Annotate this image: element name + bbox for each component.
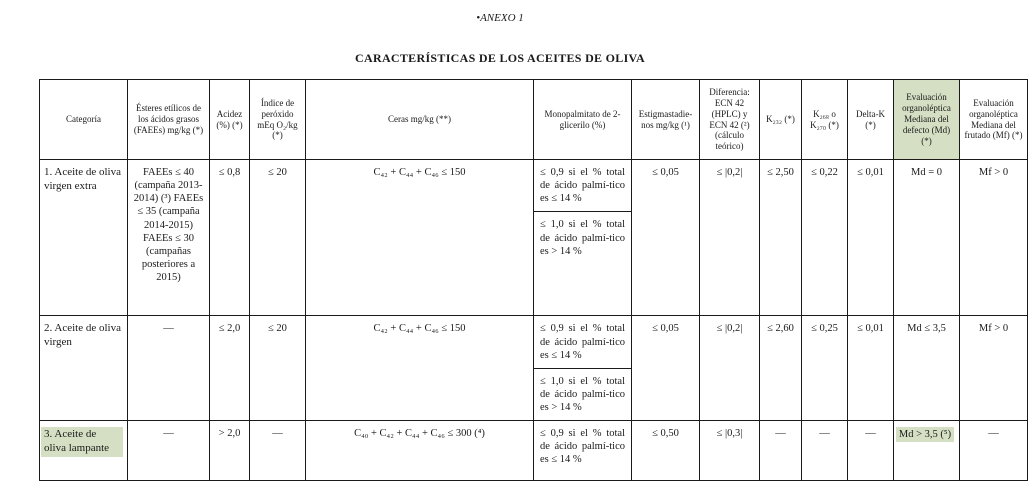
header-estigmastadienos: Estigmastadie-nos mg/kg (¹) (632, 80, 700, 160)
cell-ceras: C₄₀ + C₄₂ + C₄₄ + C₄₆ ≤ 300 (⁴) (306, 421, 534, 481)
cell-md (894, 421, 960, 481)
cell-mf: Mf > 0 (960, 160, 1028, 316)
cell-peroxido: ≤ 20 (250, 160, 306, 316)
cell-ecn: ≤ |0,3| (700, 421, 760, 481)
header-md: Evaluación organoléptica Mediana del defecto (Md) (*) (894, 80, 960, 160)
header-peroxido: Índice de peróxido mEq O₂/kg (*) (250, 80, 306, 160)
cell-mf: — (960, 421, 1028, 481)
cell-md: Md ≤ 3,5 (894, 316, 960, 421)
cell-k268: ≤ 0,22 (802, 160, 848, 316)
cell-peroxido: — (250, 421, 306, 481)
cell-deltak: ≤ 0,01 (848, 160, 894, 316)
header-categoria: Categoría (40, 80, 128, 160)
cell-categoria: 2. Aceite de oliva virgen (40, 316, 128, 421)
cell-categoria: 1. Aceite de oliva virgen extra (40, 160, 128, 316)
olive-oil-characteristics-table (39, 79, 1028, 481)
cell-monopalmitato-a: ≤ 0,9 si el % total de ácido palmí-tico es ≤ 14 % (534, 316, 632, 368)
cell-md: Md = 0 (894, 160, 960, 316)
cell-monopalmitato-a: ≤ 0,9 si el % total de ácido palmí-tico es ≤ 14 % (534, 160, 632, 212)
table-row-extra-virgin (40, 160, 1028, 212)
cell-monopalmitato-b: ≤ 1,0 si el % total de ácido palmí-tico es > 14 % (534, 368, 632, 420)
header-ceras: Ceras mg/kg (**) (306, 80, 534, 160)
highlighted-md: Md > 3,5 (⁵) (896, 427, 954, 442)
cell-faees: — (128, 316, 210, 421)
table-row-lampante (40, 421, 1028, 481)
cell-acidez: ≤ 2,0 (210, 316, 250, 421)
cell-k232: — (760, 421, 802, 481)
cell-faees: FAEEs ≤ 40 (campaña 2013-2014) (³) FAEEs ≤ 35 (campaña 2014-2015) FAEEs ≤ 30 (campañas posteriores a 2015) (128, 160, 210, 316)
cell-faees: — (128, 421, 210, 481)
cell-ceras: C₄₂ + C₄₄ + C₄₆ ≤ 150 (306, 316, 534, 421)
cell-acidez: ≤ 0,8 (210, 160, 250, 316)
cell-peroxido: ≤ 20 (250, 316, 306, 421)
header-faees: Ésteres etílicos de los ácidos grasos (FAEEs) mg/kg (*) (128, 80, 210, 160)
cell-k268: ≤ 0,25 (802, 316, 848, 421)
highlighted-category: 3. Aceite de oliva lampante (41, 427, 123, 457)
cell-acidez: > 2,0 (210, 421, 250, 481)
cell-ecn: ≤ |0,2| (700, 316, 760, 421)
cell-monopalmitato-a: ≤ 0,9 si el % total de ácido palmí-tico es ≤ 14 % (534, 421, 632, 481)
cell-ecn: ≤ |0,2| (700, 160, 760, 316)
header-ecn: Diferencia: ECN 42 (HPLC) y ECN 42 (²) (cálculo teórico) (700, 80, 760, 160)
annex-label: •ANEXO 1 (476, 12, 524, 24)
cell-ceras: C₄₂ + C₄₄ + C₄₆ ≤ 150 (306, 160, 534, 316)
cell-deltak: — (848, 421, 894, 481)
header-acidez: Acidez (%) (*) (210, 80, 250, 160)
document-title: CARACTERÍSTICAS DE LOS ACEITES DE OLIVA (355, 51, 645, 65)
header-mf: Evaluación organoléptica Mediana del frutado (Mf) (*) (960, 80, 1028, 160)
cell-mf: Mf > 0 (960, 316, 1028, 421)
cell-monopalmitato-b: ≤ 1,0 si el % total de ácido palmí-tico es > 14 % (534, 212, 632, 316)
cell-k232: ≤ 2,50 (760, 160, 802, 316)
cell-categoria (40, 421, 128, 481)
cell-k268: — (802, 421, 848, 481)
cell-estigmastadienos: ≤ 0,50 (632, 421, 700, 481)
cell-k232: ≤ 2,60 (760, 316, 802, 421)
header-k232: K₂₃₂ (*) (760, 80, 802, 160)
cell-estigmastadienos: ≤ 0,05 (632, 316, 700, 421)
header-row (40, 80, 1028, 160)
cell-estigmastadienos: ≤ 0,05 (632, 160, 700, 316)
header-k268: K₂₆₈ o K₂₇₀ (*) (802, 80, 848, 160)
cell-deltak: ≤ 0,01 (848, 316, 894, 421)
header-monopalmitato: Monopalmitato de 2-glicerilo (%) (534, 80, 632, 160)
table-row-virgin (40, 316, 1028, 368)
header-deltak: Delta-K (*) (848, 80, 894, 160)
